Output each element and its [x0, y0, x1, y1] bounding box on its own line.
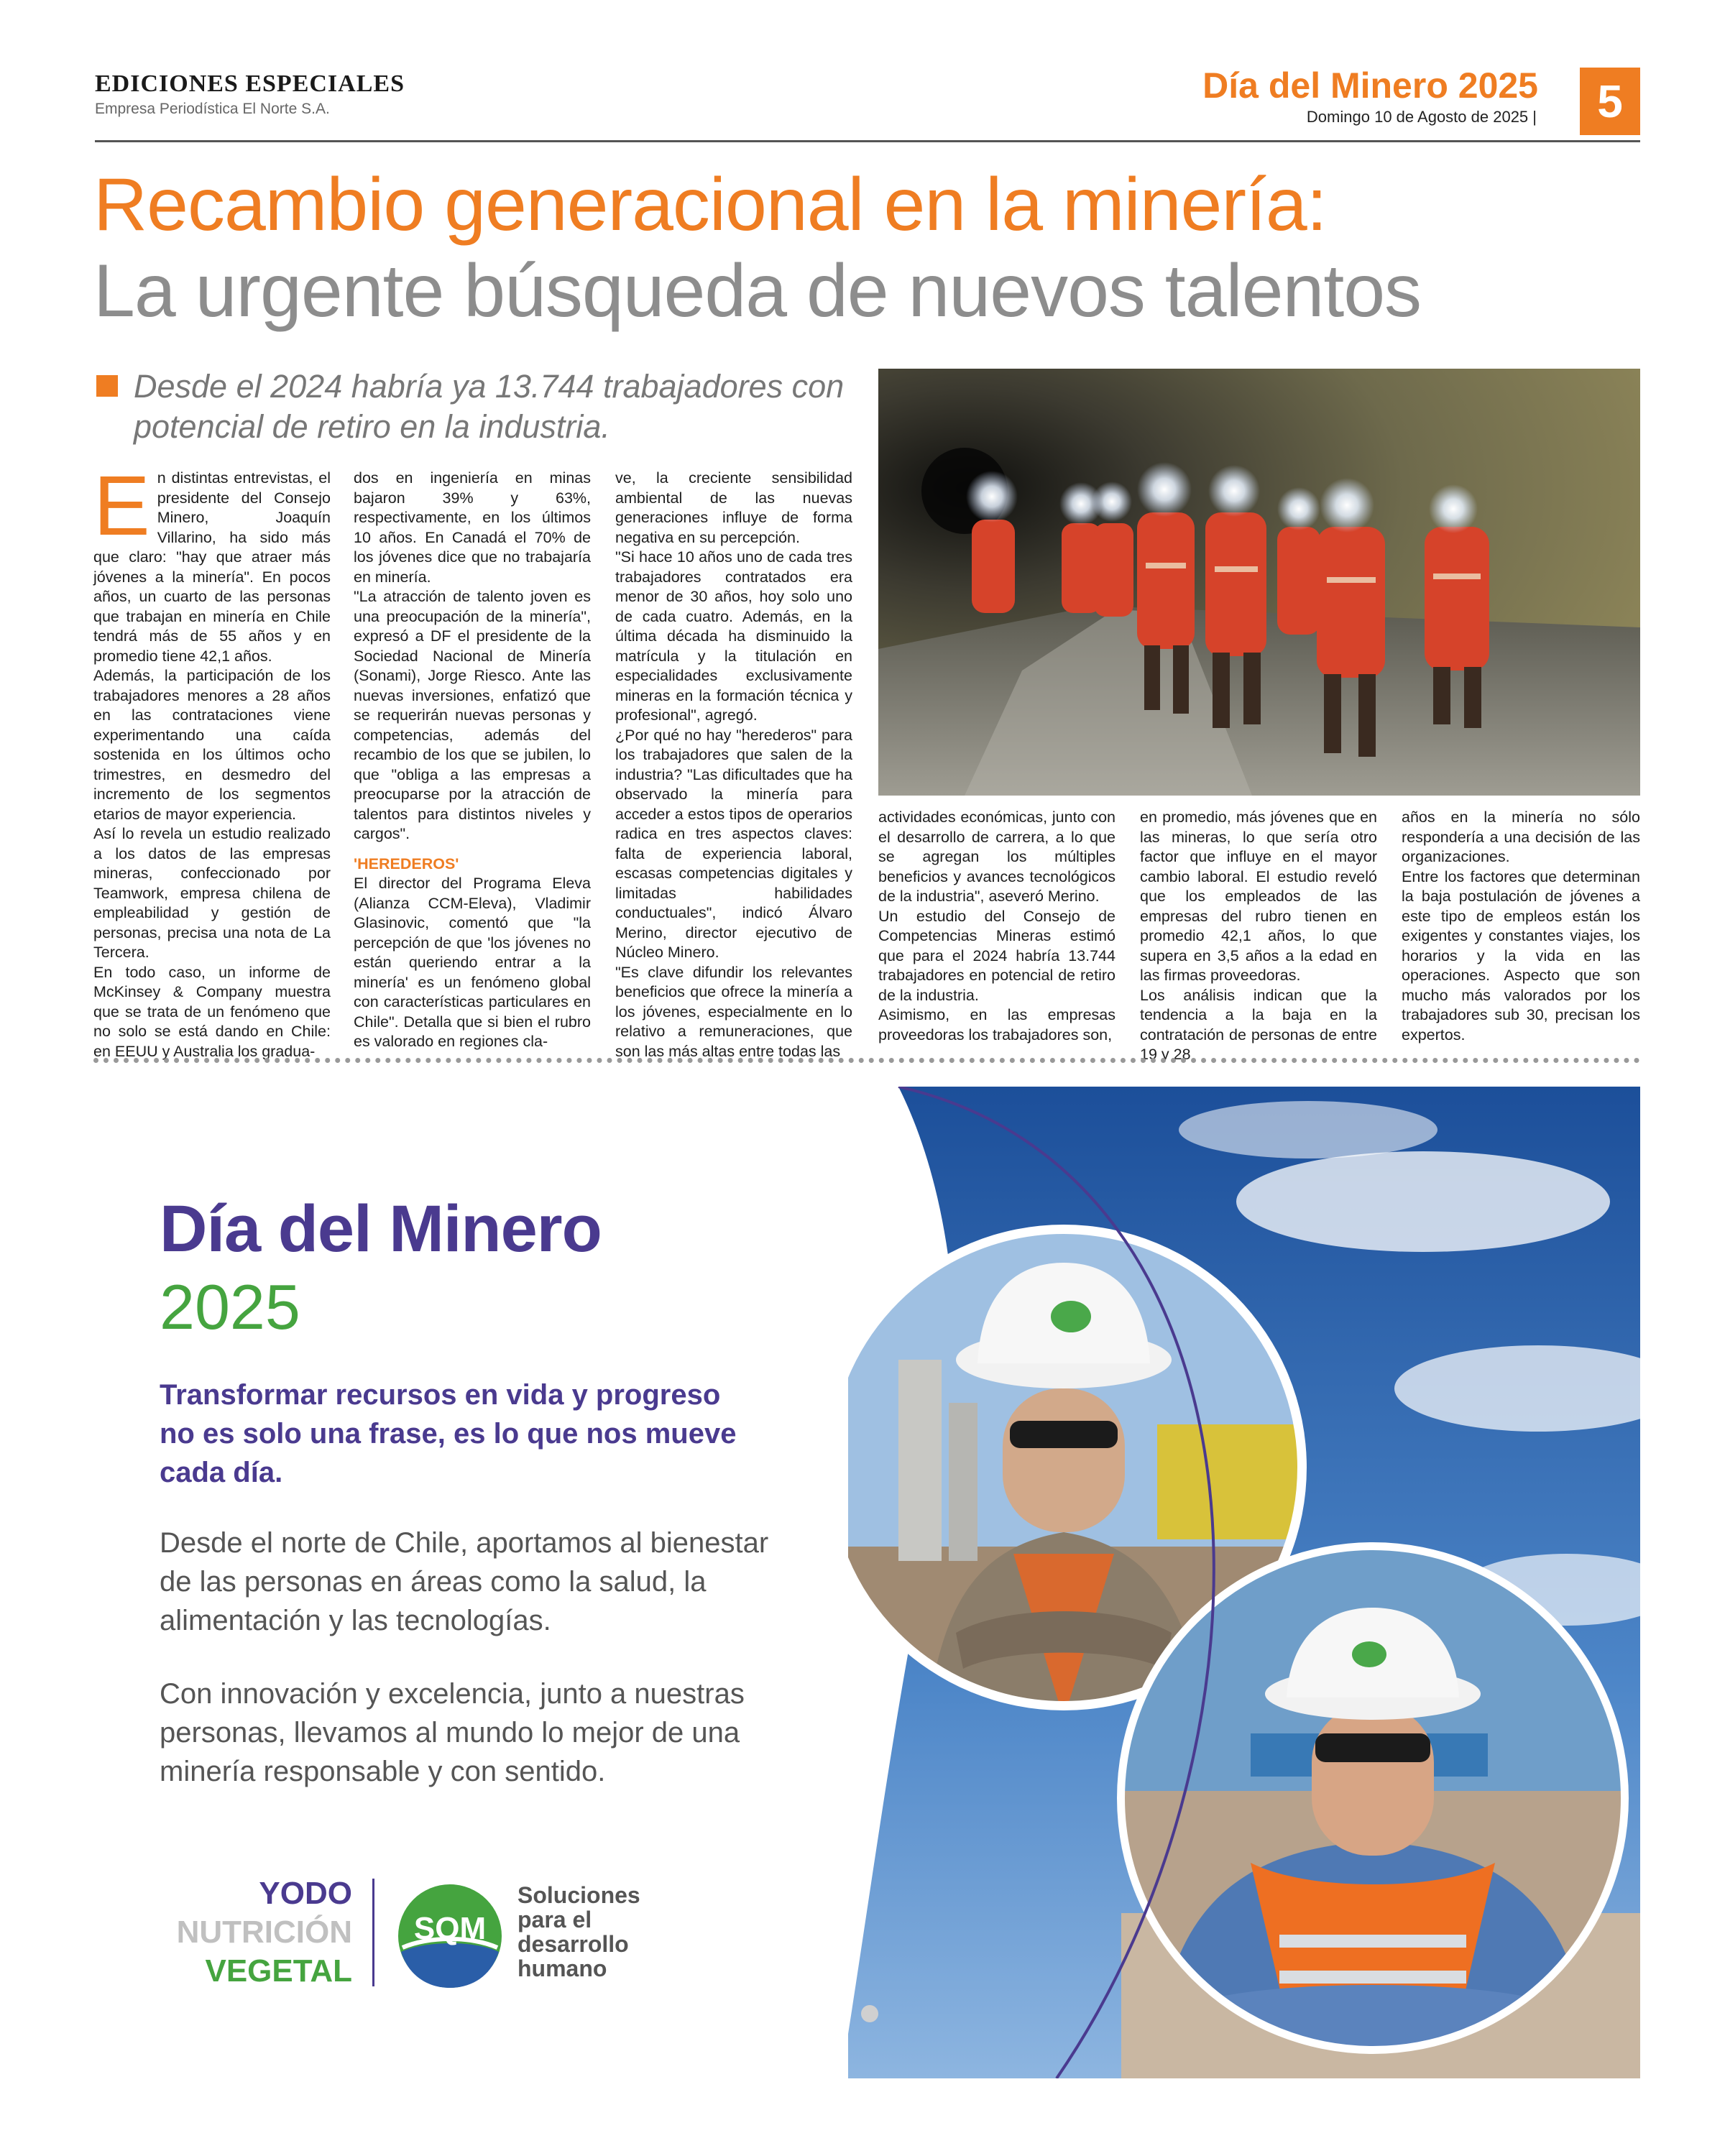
- ad-year: 2025: [160, 1271, 300, 1342]
- article-deck: Desde el 2024 habría ya 13.744 trabajadores con potencial de retiro en la industria.: [134, 368, 845, 445]
- header-divider: [95, 140, 1640, 142]
- deck-bullet-icon: [96, 375, 118, 397]
- slogan-line: para el: [518, 1907, 592, 1932]
- article-paragraph: en promedio, más jóvenes que en las mineras, lo que sería otro factor que influye en el mayor cambio laboral. El estudio reveló que los empleados de las empresas del rubro tienen en promedio 42,1 años, lo que supera en 3,5 años a la edad en las firmas proveedoras.: [1140, 808, 1377, 984]
- article-paragraph: Así lo revela un estudio realizado a los datos de las empresas mineras, confeccionado por Teamwork, empresa chilena de empleabilidad y gestión de personas, precisa una nota de La Tercera.: [93, 825, 331, 961]
- ad-lead-text: Transformar recursos en vida y progreso no es solo una frase, es lo que nos mueve cada día.: [160, 1379, 737, 1488]
- article-paragraph: El director del Programa Eleva (Alianza CCM-Eleva), Vladimir Glasinovic, comentó que "la percepción de que 'los jóvenes no están queriendo entrar a la minería' es un fenómeno global con características particulares en Chile". Detalla que si bien el rubro es valorado en regiones cla-: [354, 875, 591, 1050]
- article-subheading: 'HEREDEROS': [354, 854, 459, 872]
- edition-title: Día del Minero 2025: [1202, 65, 1538, 106]
- article-column-4: [878, 808, 1116, 1045]
- brand-nutricion: NUTRICIÓN: [176, 1915, 352, 1950]
- article-paragraph: actividades económicas, junto con el desarrollo de carrera, a lo que se agregan los múltiples beneficios y avances tecnológicos de la industria", aseveró Merino.: [878, 808, 1116, 905]
- slogan-line: humano: [518, 1955, 607, 1981]
- miners-tunnel-photo: [878, 369, 1640, 796]
- article-paragraph: Asimismo, en las empresas proveedoras los trabajadores son,: [878, 1006, 1116, 1044]
- article-column-1: [93, 459, 331, 1061]
- article-paragraph: "Si hace 10 años uno de cada tres trabajadores contratados era menor de 30 años, hoy solo uno de cada cuatro. Además, en la última década ha disminuido la matrícula y la titulación en especialidades exclusivamente mineras en la formación técnica y profesional", agregó.: [615, 548, 852, 724]
- article-paragraph: "Es clave difundir los relevantes beneficios que ofrece la minería a los jóvenes, especialmente en lo relativo a remuneraciones, que son las más altas entre todas las: [615, 963, 852, 1060]
- sqm-logo-text: SQM: [413, 1911, 487, 1946]
- slogan-line: Soluciones: [518, 1882, 640, 1908]
- article-column-5: [1140, 808, 1377, 1065]
- headline-line-1: Recambio generacional en la minería:: [93, 163, 1327, 247]
- headline-line-2: La urgente búsqueda de nuevos talentos: [93, 249, 1422, 333]
- article-paragraph: En todo caso, un informe de McKinsey & Company muestra que se trata de un fenómeno que no solo se está dando en Chile: en EEUU y Australia los gradua-: [93, 963, 331, 1060]
- ad-paragraph-2: Con innovación y excelencia, junto a nuestras personas, llevamos al mundo lo mejor de una minería responsable y con sentido.: [160, 1678, 745, 1787]
- ad-paragraph-1: Desde el norte de Chile, aportamos al bienestar de las personas en áreas como la salud, la alimentación y las tecnologías.: [160, 1527, 769, 1636]
- article-paragraph: Entre los factores que determinan la baja postulación de jóvenes a este tipo de empleos están los exigentes y constantes viajes, los horarios y la vida en las operaciones. Aspecto que son mucho más valorados por los trabajadores sub 30, precisan los expertos.: [1402, 867, 1640, 1044]
- dropcap-letter: E: [93, 459, 150, 553]
- article-paragraph: dos en ingeniería en minas bajaron 39% y 63%, respectivamente, en los últimos 10 años. En Canadá el 70% de los jóvenes dice que no trabajaría en minería.: [354, 469, 591, 586]
- article-paragraph: n distintas entrevistas, el presidente del Consejo Minero, Joaquín Villarino, ha sido más que claro: "hay que atraer más jóvenes a la minería". En pocos años, un cuarto de las personas que trabajan en minería en Chile tendrá más de 55 años y en promedio tiene 42,1 años.: [93, 469, 331, 665]
- article-column-2: [354, 469, 591, 1052]
- sqm-logo-icon: [397, 1883, 503, 1989]
- brand-yodo: YODO: [259, 1876, 352, 1911]
- brand-vegetal: VEGETAL: [205, 1953, 352, 1989]
- ad-slogan: [518, 1883, 690, 1981]
- slogan-line: desarrollo: [518, 1931, 629, 1957]
- article-paragraph: Además, la participación de los trabajadores menores a 28 años en las contrataciones viene experimentando una caída sostenida en los últimos ocho trimestres, en desmedro del incremento de los segmentos etarios de mayor experiencia.: [93, 667, 331, 823]
- article-paragraph: Los análisis indican que la tendencia a la baja en la contratación de personas de entre 19 y 28: [1140, 986, 1377, 1063]
- ad-title: Día del Minero: [160, 1192, 602, 1266]
- article-paragraph: ve, la creciente sensibilidad ambiental de las nuevas generaciones influye de forma negativa en su percepción.: [615, 469, 852, 546]
- section-label: EDICIONES ESPECIALES: [95, 70, 405, 97]
- section-dotted-divider: [93, 1058, 1640, 1063]
- page-number: 5: [1580, 68, 1640, 135]
- publisher-name: Empresa Periodística El Norte S.A.: [95, 101, 330, 117]
- ad-miners-photo: [848, 1087, 1640, 2078]
- edition-date: Domingo 10 de Agosto de 2025 |: [1306, 108, 1537, 126]
- article-paragraph: Un estudio del Consejo de Competencias Mineras estimó que para el 2024 habría 13.744 trabajadores en potencial de retiro de la industria.: [878, 907, 1116, 1004]
- article-paragraph: ¿Por qué no hay "herederos" para los trabajadores que salen de la industria? "Las dificultades que ha observado la minería para acceder a estos tipos de operarios radica en tres aspectos claves: falta de experiencia laboral, escasas competencias digitales y limitadas habilidades conductuales", indicó Álvaro Merino, director ejecutivo de Núcleo Minero.: [615, 726, 852, 961]
- article-column-3: [615, 469, 852, 1061]
- brand-separator: [372, 1879, 374, 1986]
- article-paragraph: "La atracción de talento joven es una preocupación de la minería", expresó a DF el presidente de la Sociedad Nacional de Minería (Sonami), Jorge Riesco. Ante las nuevas inversiones, enfatizó que se requerirán nuevas personas y competencias, además del recambio de los que se jubilen, lo que "obliga a las empresas a preocuparse por la atracción de talentos para distintos niveles y cargos".: [354, 588, 591, 842]
- article-column-6: [1402, 808, 1640, 1045]
- article-paragraph: años en la minería no sólo respondería a una decisión de las organizaciones.: [1402, 808, 1640, 865]
